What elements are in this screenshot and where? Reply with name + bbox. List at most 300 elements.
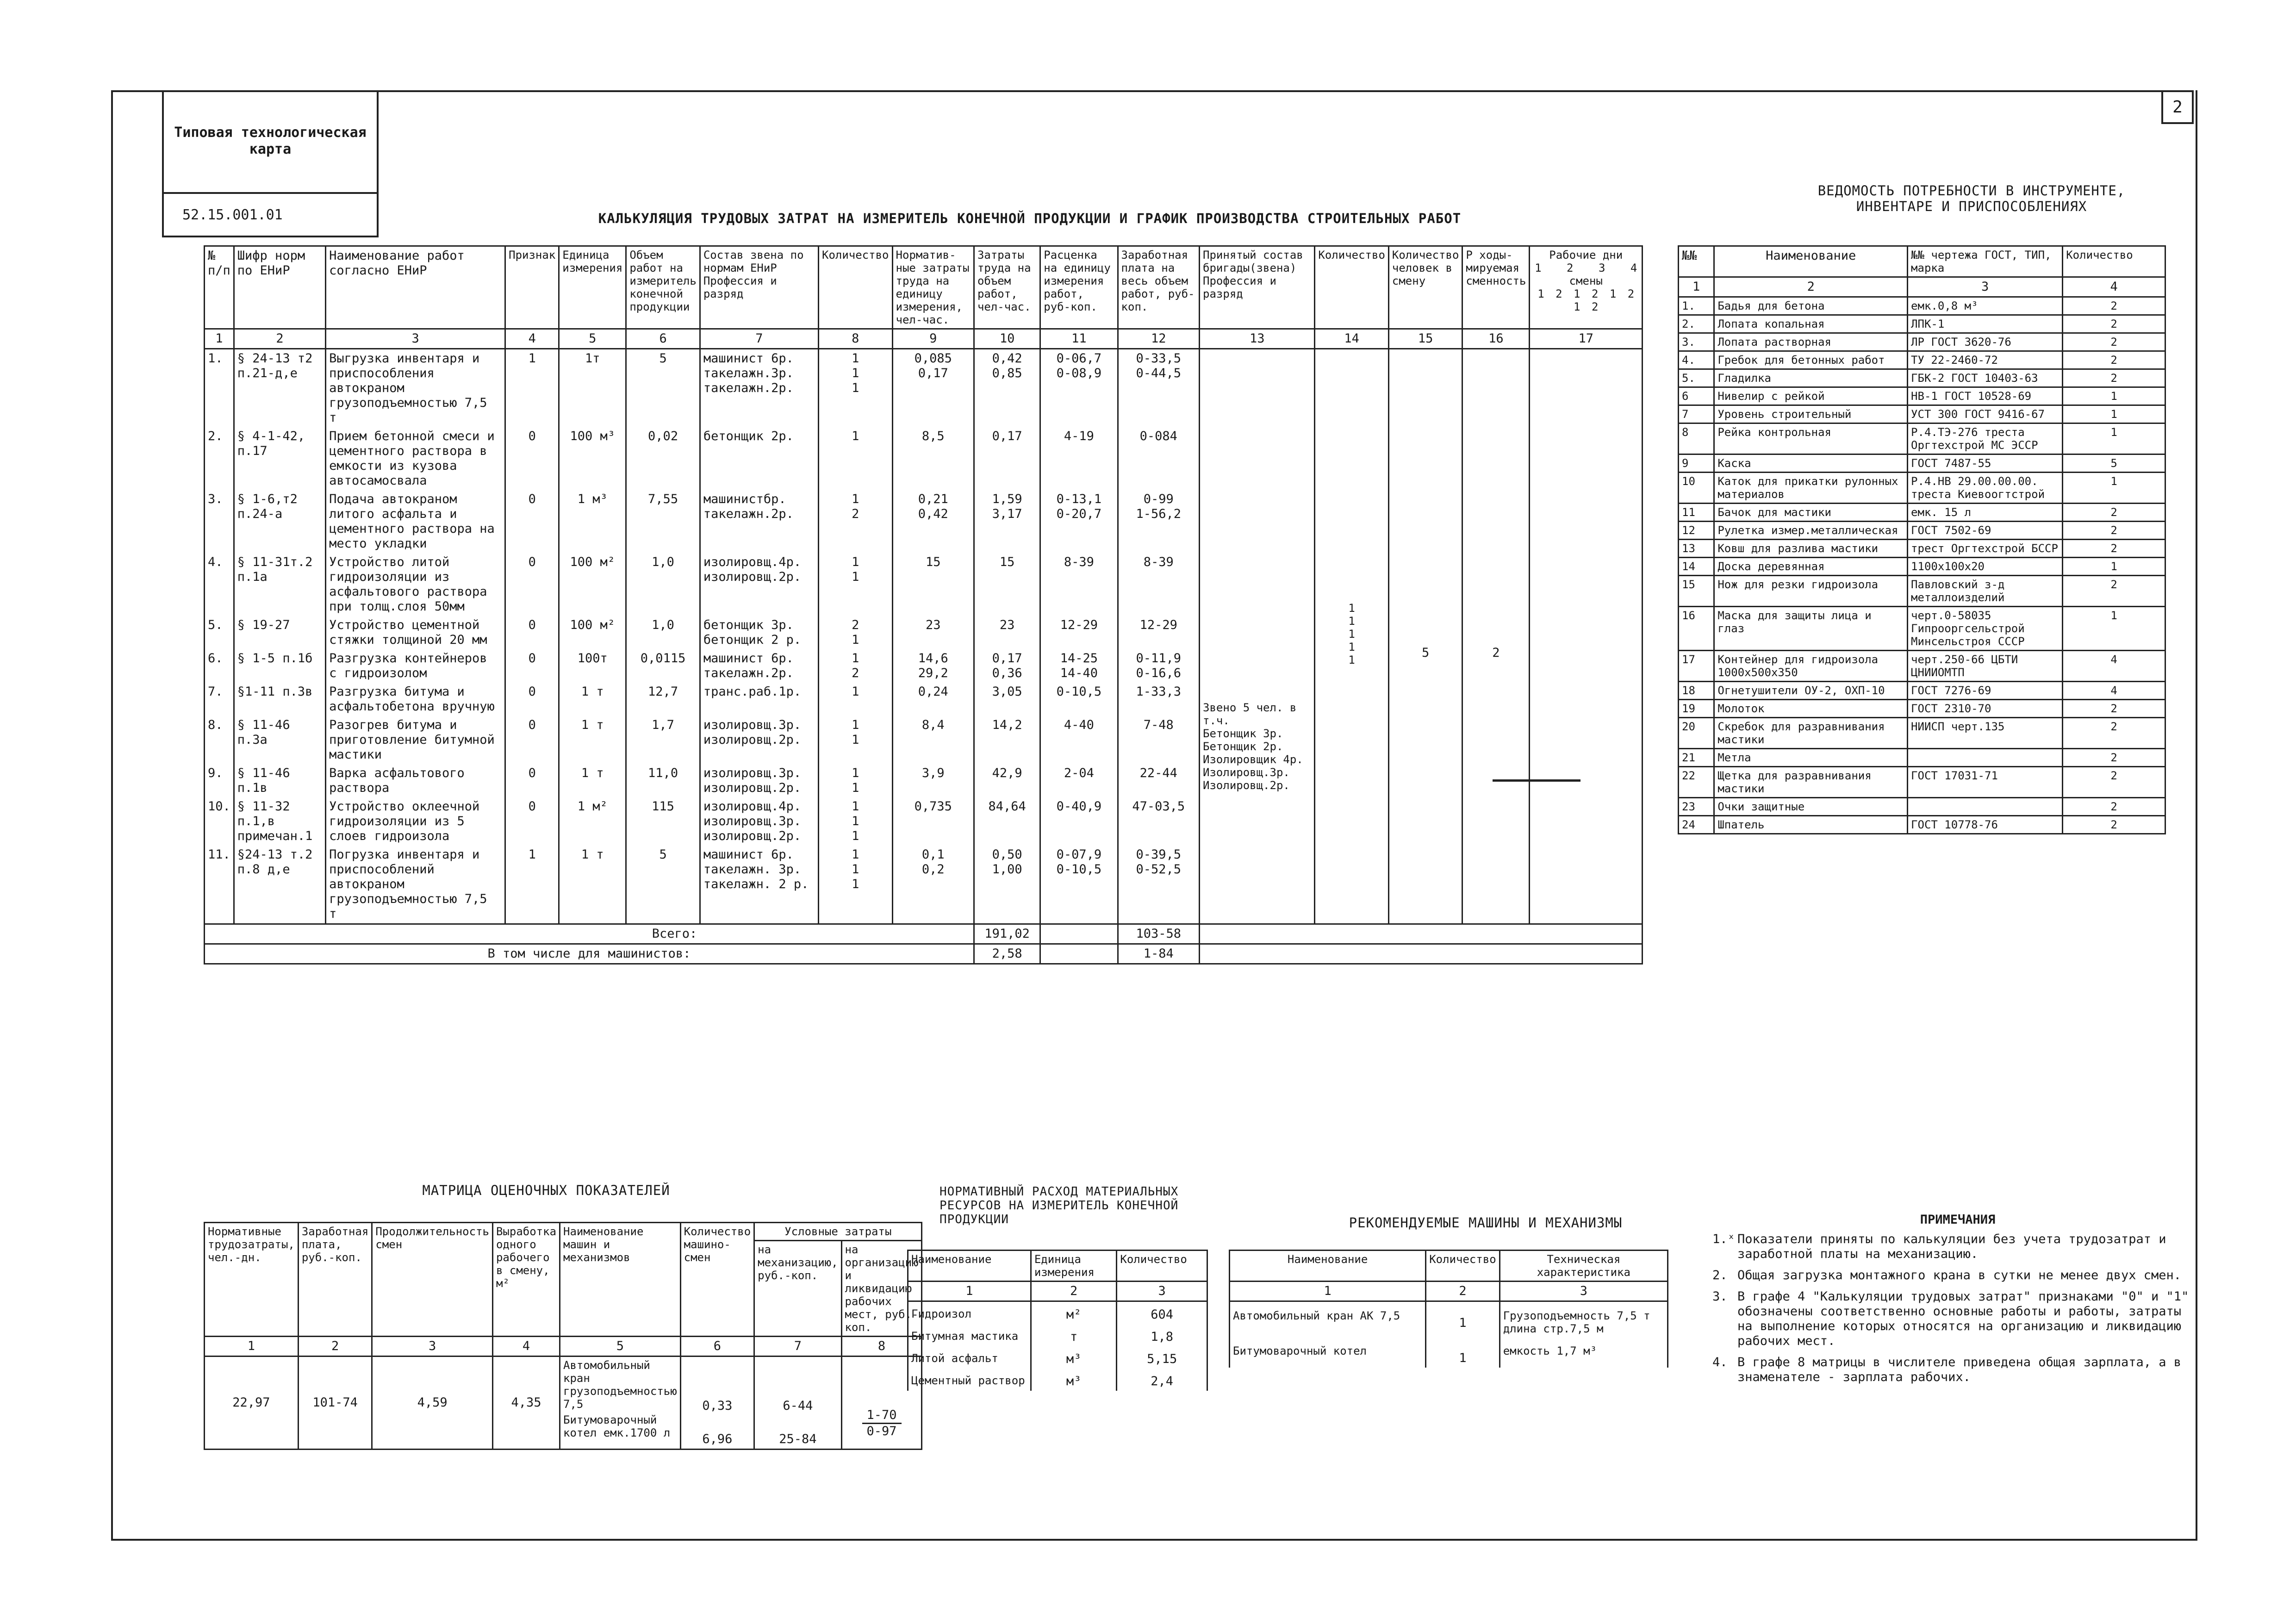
- tool-name: Гребок для бетонных работ: [1714, 351, 1908, 369]
- list-item: [1679, 387, 2165, 405]
- cell-v: 12,7: [626, 683, 700, 716]
- cell-name: Выгрузка инвентаря и приспособления автокраном грузоподъемностью 7,5 т: [326, 349, 505, 428]
- cell-code: § 19-27: [234, 616, 325, 649]
- tool-doc: ГОСТ 17031-71: [1908, 767, 2063, 798]
- tool-doc: емк. 15 л: [1908, 504, 2063, 522]
- cell-u: 100 м²: [559, 616, 626, 649]
- cell-name: Подача автокраном литого асфальта и цементного раствора на место укладки: [326, 490, 505, 553]
- tool-qty: 1: [2063, 405, 2165, 423]
- tool-name: Рейка контрольная: [1714, 423, 1908, 454]
- tools-col-qty: Количество: [2063, 246, 2165, 277]
- cell-v: 1,0: [626, 616, 700, 649]
- machines-table: [1229, 1250, 1668, 1368]
- cell-nz: 14,6 29,2: [892, 649, 974, 683]
- column-number: 1: [1679, 277, 1714, 297]
- tool-num: 21: [1679, 749, 1714, 767]
- column-number: 13: [1200, 329, 1315, 349]
- cell-u: 100т: [559, 649, 626, 683]
- cell-u: 100 м²: [559, 553, 626, 616]
- cell-w: 12-29: [1118, 616, 1199, 649]
- cell-prof: изолировщ.4р. изолировщ.2р.: [700, 553, 818, 616]
- tool-qty: 4: [2063, 682, 2165, 700]
- matrix-col-org: на организацию и ликвидацию рабочих мест, руб.-коп.: [841, 1241, 922, 1337]
- note-item: [1712, 1268, 2203, 1283]
- tool-qty: 2: [2063, 522, 2165, 540]
- table-row: [1230, 1301, 1668, 1338]
- cell-code: § 11-31т.2 п.1а: [234, 553, 325, 616]
- cell-u: 1 т: [559, 716, 626, 764]
- cell-p: 1: [505, 349, 559, 428]
- cell-z: 84,64: [974, 797, 1040, 846]
- tool-num: 14: [1679, 558, 1714, 576]
- note-text: В графе 4 "Калькуляции трудовых затрат" признаками "0" и "1" обозначены соответственно основные работы и работы, затраты на выполнение которых относятся на организацию и ликвидацию рабочих мест.: [1737, 1289, 2189, 1348]
- tool-qty: 2: [2063, 504, 2165, 522]
- tool-num: 6: [1679, 387, 1714, 405]
- cell-u: 1 т: [559, 764, 626, 797]
- cell-w: 0-33,5 0-44,5: [1118, 349, 1199, 428]
- note-text: Показатели приняты по калькуляции без учета трудозатрат и заработной платы на механизацию.: [1737, 1232, 2166, 1261]
- cell-z: 0,17 0,36: [974, 649, 1040, 683]
- cell-prof: транс.раб.1р.: [700, 683, 818, 716]
- list-item: [1679, 682, 2165, 700]
- cell-nz: 23: [892, 616, 974, 649]
- res-unit: м²: [1031, 1301, 1117, 1325]
- cell-code: § 11-32 п.1,в примечан.1: [234, 797, 325, 846]
- note-text: В графе 8 матрицы в числителе приведена общая зарплата, а в знаменателе - зарплата рабочих.: [1737, 1355, 2182, 1384]
- cell-name: Устройство цементной стяжки толщиной 20 мм: [326, 616, 505, 649]
- total-label: Всего:: [205, 924, 700, 944]
- cell-nz: 8,5: [892, 427, 974, 490]
- tool-doc: ГОСТ 7502-69: [1908, 522, 2063, 540]
- cell-z: 14,2: [974, 716, 1040, 764]
- cell-p: 0: [505, 427, 559, 490]
- res-qty: 2,4: [1117, 1369, 1207, 1391]
- tool-qty: 1: [2063, 473, 2165, 504]
- cell-p: 0: [505, 764, 559, 797]
- matrix-col-output: Выработка одного рабочего в смену, м²: [492, 1223, 560, 1337]
- cell-nz: 0,735: [892, 797, 974, 846]
- list-item: [1679, 333, 2165, 351]
- cell-z: 1,59 3,17: [974, 490, 1040, 553]
- cell-v: 1,0: [626, 553, 700, 616]
- list-item: [1679, 749, 2165, 767]
- cell-p: 1: [505, 846, 559, 924]
- cell-n: 11.: [205, 846, 234, 924]
- tool-doc: трест Оргтехстрой БССР: [1908, 540, 2063, 558]
- cell-code: § 11-46 п.3а: [234, 716, 325, 764]
- tool-name: Уровень строительный: [1714, 405, 1908, 423]
- cell-p: 0: [505, 616, 559, 649]
- tool-name: Гладилка: [1714, 369, 1908, 387]
- matrix-org-costs: 1-70 0-97: [841, 1356, 922, 1450]
- tool-num: 13: [1679, 540, 1714, 558]
- tool-doc: Р.4.НВ 29.00.00.00. треста Киевоогтстрой: [1908, 473, 2063, 504]
- cell-n: 7.: [205, 683, 234, 716]
- tool-qty: 2: [2063, 700, 2165, 718]
- cell-w: 0-11,9 0-16,6: [1118, 649, 1199, 683]
- tool-num: 20: [1679, 718, 1714, 749]
- col-per-shift: Количество человек в смену: [1388, 246, 1462, 329]
- machinist-wage: 1-84: [1118, 944, 1199, 964]
- cell-r: 4-40: [1040, 716, 1118, 764]
- tools-col-name: Наименование: [1714, 246, 1908, 277]
- tool-num: 9: [1679, 454, 1714, 473]
- matrix-title: МАТРИЦА ОЦЕНОЧНЫХ ПОКАЗАТЕЛЕЙ: [422, 1182, 670, 1198]
- tool-qty: 2: [2063, 576, 2165, 607]
- res-name: Литой асфальт: [908, 1346, 1031, 1369]
- tool-doc: НИИСП черт.135: [1908, 718, 2063, 749]
- tool-num: 19: [1679, 700, 1714, 718]
- cell-n: 2.: [205, 427, 234, 490]
- tool-doc: [1908, 798, 2063, 816]
- res-col-qty: Количество: [1117, 1251, 1207, 1282]
- cell-q: 1: [819, 427, 893, 490]
- res-numbers-row: 1 2 3: [908, 1282, 1207, 1301]
- list-item: [1679, 816, 2165, 834]
- list-item: [1679, 767, 2165, 798]
- tool-doc: Р.4.ТЭ-276 треста Оргтехстрой МС ЭССР: [1908, 423, 2063, 454]
- tool-doc: УСТ 300 ГОСТ 9416-67: [1908, 405, 2063, 423]
- matrix-machines: Автомобильный кран грузоподъемностью 7,5 Битумоварочный котел емк.1700 л: [560, 1356, 681, 1450]
- tool-name: Шпатель: [1714, 816, 1908, 834]
- tool-name: Рулетка измер.металлическая: [1714, 522, 1908, 540]
- table-row: [908, 1301, 1207, 1325]
- total-row: [205, 924, 1643, 944]
- tool-qty: 2: [2063, 816, 2165, 834]
- tool-num: 11: [1679, 504, 1714, 522]
- tools-table: [1678, 245, 2166, 834]
- cell-name: Погрузка инвентаря и приспособлений автокраном грузоподъемностью 7,5 т: [326, 846, 505, 924]
- res-col-name: Наименование: [908, 1251, 1031, 1282]
- cell-name: Устройство литой гидроизоляции из асфальтового раствора при толщ.слоя 50мм: [326, 553, 505, 616]
- cell-w: 47-03,5: [1118, 797, 1199, 846]
- tool-doc: ЛПК-1: [1908, 315, 2063, 333]
- cell-w: 7-48: [1118, 716, 1199, 764]
- list-item: [1679, 558, 2165, 576]
- cell-v: 5: [626, 349, 700, 428]
- days-row: 1 2 3 4: [1535, 261, 1637, 274]
- table-row: [1230, 1337, 1668, 1368]
- tool-qty: 2: [2063, 333, 2165, 351]
- column-number: 4: [2063, 277, 2165, 297]
- note-number: 1.ˣ: [1712, 1232, 1735, 1246]
- resources-table: [907, 1250, 1208, 1391]
- column-number: 16: [1462, 329, 1530, 349]
- tools-numbers-row: [1679, 277, 2165, 297]
- tool-name: Лопата копальная: [1714, 315, 1908, 333]
- tool-qty: 2: [2063, 767, 2165, 798]
- tool-name: Огнетушители ОУ-2, ОХП-10: [1714, 682, 1908, 700]
- list-item: [1679, 651, 2165, 682]
- list-item: [1679, 423, 2165, 454]
- col-team: Состав звена по нормам ЕНиР Профессия и разряд: [700, 246, 818, 329]
- calculation-table: [204, 245, 1643, 964]
- tool-doc: черт.0-58035 Гипрооргсельстрой Минсельстроя СССР: [1908, 607, 2063, 651]
- machinist-labor: 2,58: [974, 944, 1040, 964]
- cell-z: 15: [974, 553, 1040, 616]
- column-number: 5: [559, 329, 626, 349]
- cell-p: 0: [505, 683, 559, 716]
- tool-qty: 1: [2063, 607, 2165, 651]
- tool-name: Доска деревянная: [1714, 558, 1908, 576]
- stamp-code: 52.15.001.01: [182, 206, 283, 223]
- matrix-output: 4,35: [492, 1356, 560, 1450]
- column-number: 6: [626, 329, 700, 349]
- cell-n: 3.: [205, 490, 234, 553]
- res-name: Цементный раствор: [908, 1369, 1031, 1391]
- res-unit: м³: [1031, 1369, 1117, 1391]
- tool-num: 7: [1679, 405, 1714, 423]
- tool-name: Маска для защиты лица и глаз: [1714, 607, 1908, 651]
- tool-num: 1.: [1679, 297, 1714, 315]
- machinist-label: В том числе для машинистов:: [205, 944, 974, 964]
- col-shifts: Р ходы- мируемая сменность: [1462, 246, 1530, 329]
- list-item: [1679, 315, 2165, 333]
- col-labor: Затраты труда на объем работ, чел-час.: [974, 246, 1040, 329]
- cell-r: 0-10,5: [1040, 683, 1118, 716]
- cell-prof: изолировщ.4р. изолировщ.3р. изолировщ.2р.: [700, 797, 818, 846]
- cell-q: 1 1 1: [819, 797, 893, 846]
- list-item: [1679, 405, 2165, 423]
- tool-qty: 2: [2063, 798, 2165, 816]
- mach-numbers-row: 1 2 3: [1230, 1282, 1668, 1301]
- tool-doc: ГБК-2 ГОСТ 10403-63: [1908, 369, 2063, 387]
- col-code: Шифр норм по ЕНиР: [234, 246, 325, 329]
- list-item: [1679, 718, 2165, 749]
- tools-col-num: №№: [1679, 246, 1714, 277]
- cell-r: 14-25 14-40: [1040, 649, 1118, 683]
- cell-r: 0-07,9 0-10,5: [1040, 846, 1118, 924]
- note-number: 4.: [1712, 1355, 1728, 1369]
- cell-p: 0: [505, 797, 559, 846]
- tool-num: 5.: [1679, 369, 1714, 387]
- cell-r: 12-29: [1040, 616, 1118, 649]
- list-item: [1679, 351, 2165, 369]
- cell-r: 0-13,1 0-20,7: [1040, 490, 1118, 553]
- column-number: 3: [326, 329, 505, 349]
- cell-nz: 8,4: [892, 716, 974, 764]
- matrix-duration: 4,59: [372, 1356, 493, 1450]
- tool-num: 23: [1679, 798, 1714, 816]
- column-number: 4: [505, 329, 559, 349]
- matrix-numbers-row: 1 2 3 4 5 6 7 8: [205, 1337, 922, 1356]
- tool-name: Контейнер для гидроизола 1000х500х350: [1714, 651, 1908, 682]
- mach-col-name: Наименование: [1230, 1251, 1426, 1282]
- tool-num: 3.: [1679, 333, 1714, 351]
- column-number: 14: [1315, 329, 1389, 349]
- col-norm: Норматив-ные затраты труда на единицу измерения, чел-час.: [892, 246, 974, 329]
- cell-q: 1 1: [819, 764, 893, 797]
- column-number: 7: [700, 329, 818, 349]
- tool-name: Лопата растворная: [1714, 333, 1908, 351]
- table-row: [205, 349, 1643, 428]
- mach-qty: 1: [1426, 1301, 1500, 1338]
- matrix-labor: 22,97: [205, 1356, 299, 1450]
- tool-name: Скребок для разравнивания мастики: [1714, 718, 1908, 749]
- cell-r: 0-06,7 0-08,9: [1040, 349, 1118, 428]
- cell-w: 1-33,3: [1118, 683, 1199, 716]
- tool-doc: НВ-1 ГОСТ 10528-69: [1908, 387, 2063, 405]
- column-number: 9: [892, 329, 974, 349]
- res-name: Битумная мастика: [908, 1324, 1031, 1346]
- mach-col-spec: Техническая характеристика: [1500, 1251, 1668, 1282]
- cell-name: Устройство оклеечной гидроизоляции из 5 слоев гидроизола: [326, 797, 505, 846]
- matrix-machine-shifts: 0,33 6,96: [680, 1356, 754, 1450]
- list-item: [1679, 798, 2165, 816]
- cell-q: 1 1 1: [819, 349, 893, 428]
- mach-name: Битумоварочный котел: [1230, 1337, 1426, 1368]
- cell-name: Варка асфальтового раствора: [326, 764, 505, 797]
- res-qty: 604: [1117, 1301, 1207, 1325]
- tool-doc: черт.250-66 ЦБТИ ЦНИИОМТП: [1908, 651, 2063, 682]
- cell-q: 1 1: [819, 716, 893, 764]
- cell-r: 2-04: [1040, 764, 1118, 797]
- note-number: 2.: [1712, 1268, 1728, 1282]
- col-sign: Признак: [505, 246, 559, 329]
- mach-col-qty: Количество: [1426, 1251, 1500, 1282]
- tool-name: Нож для резки гидроизола: [1714, 576, 1908, 607]
- cell-u: 1т: [559, 349, 626, 428]
- list-item: [1679, 700, 2165, 718]
- res-col-unit: Единица измерения: [1031, 1251, 1117, 1282]
- cell-code: § 1-5 п.1б: [234, 649, 325, 683]
- tool-name: Метла: [1714, 749, 1908, 767]
- shifts-row: 1 2 1 2 1 2 1 2: [1537, 287, 1635, 313]
- tool-doc: ГОСТ 2310-70: [1908, 700, 2063, 718]
- cell-prof: машинист 6р. такелажн.2р.: [700, 649, 818, 683]
- tool-num: 15: [1679, 576, 1714, 607]
- res-name: Гидроизол: [908, 1301, 1031, 1325]
- tool-doc: ГОСТ 7276-69: [1908, 682, 2063, 700]
- matrix-col-shifts: Количество машино-смен: [680, 1223, 754, 1337]
- tool-name: Очки защитные: [1714, 798, 1908, 816]
- column-number: 8: [819, 329, 893, 349]
- list-item: [1679, 369, 2165, 387]
- cell-z: 23: [974, 616, 1040, 649]
- column-number: 11: [1040, 329, 1118, 349]
- machines-title: РЕКОМЕНДУЕМЫЕ МАШИНЫ И МЕХАНИЗМЫ: [1349, 1215, 1623, 1231]
- tool-num: 2.: [1679, 315, 1714, 333]
- tool-qty: 2: [2063, 718, 2165, 749]
- cell-code: § 24-13 т2 п.21-д,е: [234, 349, 325, 428]
- tool-doc: ЛР ГОСТ 3620-76: [1908, 333, 2063, 351]
- cell-v: 115: [626, 797, 700, 846]
- notes-title: ПРИМЕЧАНИЯ: [1920, 1213, 1996, 1227]
- table-row: [908, 1324, 1207, 1346]
- note-number: 3.: [1712, 1289, 1728, 1304]
- table-row: [908, 1346, 1207, 1369]
- tool-qty: 5: [2063, 454, 2165, 473]
- cell-q: 1 1 1: [819, 846, 893, 924]
- cell-nz: 0,24: [892, 683, 974, 716]
- total-wage: 103-58: [1118, 924, 1199, 944]
- page-number: 2: [2161, 90, 2194, 124]
- tool-name: Каска: [1714, 454, 1908, 473]
- note-item: [1712, 1355, 2203, 1385]
- tool-qty: 1: [2063, 423, 2165, 454]
- tool-doc: ГОСТ 7487-55: [1908, 454, 2063, 473]
- tool-qty: 2: [2063, 351, 2165, 369]
- mach-spec: Грузоподъемность 7,5 т длина стр.7,5 м: [1500, 1301, 1668, 1338]
- tool-name: Молоток: [1714, 700, 1908, 718]
- tool-qty: 1: [2063, 387, 2165, 405]
- cell-q: 2 1: [819, 616, 893, 649]
- cell-u: 1 м²: [559, 797, 626, 846]
- list-item: [1679, 576, 2165, 607]
- tool-doc: 1100х100х20: [1908, 558, 2063, 576]
- col-bqty: Количество: [1315, 246, 1389, 329]
- mach-spec: емкость 1,7 м³: [1500, 1337, 1668, 1368]
- matrix-table: [204, 1222, 922, 1450]
- cell-p: 0: [505, 716, 559, 764]
- cell-z: 0,50 1,00: [974, 846, 1040, 924]
- cell-r: 4-19: [1040, 427, 1118, 490]
- cell-code: §24-13 т.2 п.8 д,е: [234, 846, 325, 924]
- res-qty: 5,15: [1117, 1346, 1207, 1369]
- matrix-mech-costs: 6-44 25-84: [754, 1356, 841, 1450]
- tool-qty: 2: [2063, 297, 2165, 315]
- note-text: Общая загрузка монтажного крана в сутки не менее двух смен.: [1737, 1268, 2182, 1282]
- cell-nz: 15: [892, 553, 974, 616]
- cell-code: § 11-46 п.1в: [234, 764, 325, 797]
- cell-prof: бетонщик 2р.: [700, 427, 818, 490]
- mach-qty: 1: [1426, 1337, 1500, 1368]
- cell-n: 4.: [205, 553, 234, 616]
- tool-qty: 2: [2063, 749, 2165, 767]
- tool-num: 18: [1679, 682, 1714, 700]
- matrix-col-costs: Условные затраты: [754, 1223, 922, 1241]
- cell-p: 0: [505, 490, 559, 553]
- gantt-bar: [1493, 779, 1580, 782]
- list-item: [1679, 297, 2165, 315]
- cell-w: 0-084: [1118, 427, 1199, 490]
- cell-nz: 0,1 0,2: [892, 846, 974, 924]
- notes: [1712, 1213, 2203, 1391]
- cell-r: 0-40,9: [1040, 797, 1118, 846]
- list-item: [1679, 540, 2165, 558]
- tool-num: 12: [1679, 522, 1714, 540]
- tool-num: 8: [1679, 423, 1714, 454]
- cell-nz: 3,9: [892, 764, 974, 797]
- column-numbers-row: [205, 329, 1643, 349]
- res-qty: 1,8: [1117, 1324, 1207, 1346]
- cell-prof: бетонщик 3р. бетонщик 2 р.: [700, 616, 818, 649]
- col-name: Наименование работ согласно ЕНиР: [326, 246, 505, 329]
- list-item: [1679, 504, 2165, 522]
- col-days: Рабочие дни 1 2 3 4 смены 1 2 1 2 1 2 1 2: [1530, 246, 1643, 329]
- column-number: 15: [1388, 329, 1462, 349]
- cell-nz: 0,21 0,42: [892, 490, 974, 553]
- cell-v: 0,02: [626, 427, 700, 490]
- total-labor: 191,02: [974, 924, 1040, 944]
- cell-n: 1.: [205, 349, 234, 428]
- cell-v: 7,55: [626, 490, 700, 553]
- col-num: № п/п: [205, 246, 234, 329]
- tool-doc: емк.0,8 м³: [1908, 297, 2063, 315]
- column-number: 3: [1908, 277, 2063, 297]
- tool-num: 10: [1679, 473, 1714, 504]
- note-item: [1712, 1289, 2203, 1349]
- col-wage: Заработная плата на весь объем работ, руб-коп.: [1118, 246, 1199, 329]
- note-item: [1712, 1232, 2203, 1262]
- tool-name: Бадья для бетона: [1714, 297, 1908, 315]
- matrix-col-mech: на механизацию, руб.-коп.: [754, 1241, 841, 1337]
- column-number: 2: [234, 329, 325, 349]
- machinist-row: [205, 944, 1643, 964]
- cell-z: 3,05: [974, 683, 1040, 716]
- mach-name: Автомобильный кран АК 7,5: [1230, 1301, 1426, 1338]
- cell-q: 1 2: [819, 649, 893, 683]
